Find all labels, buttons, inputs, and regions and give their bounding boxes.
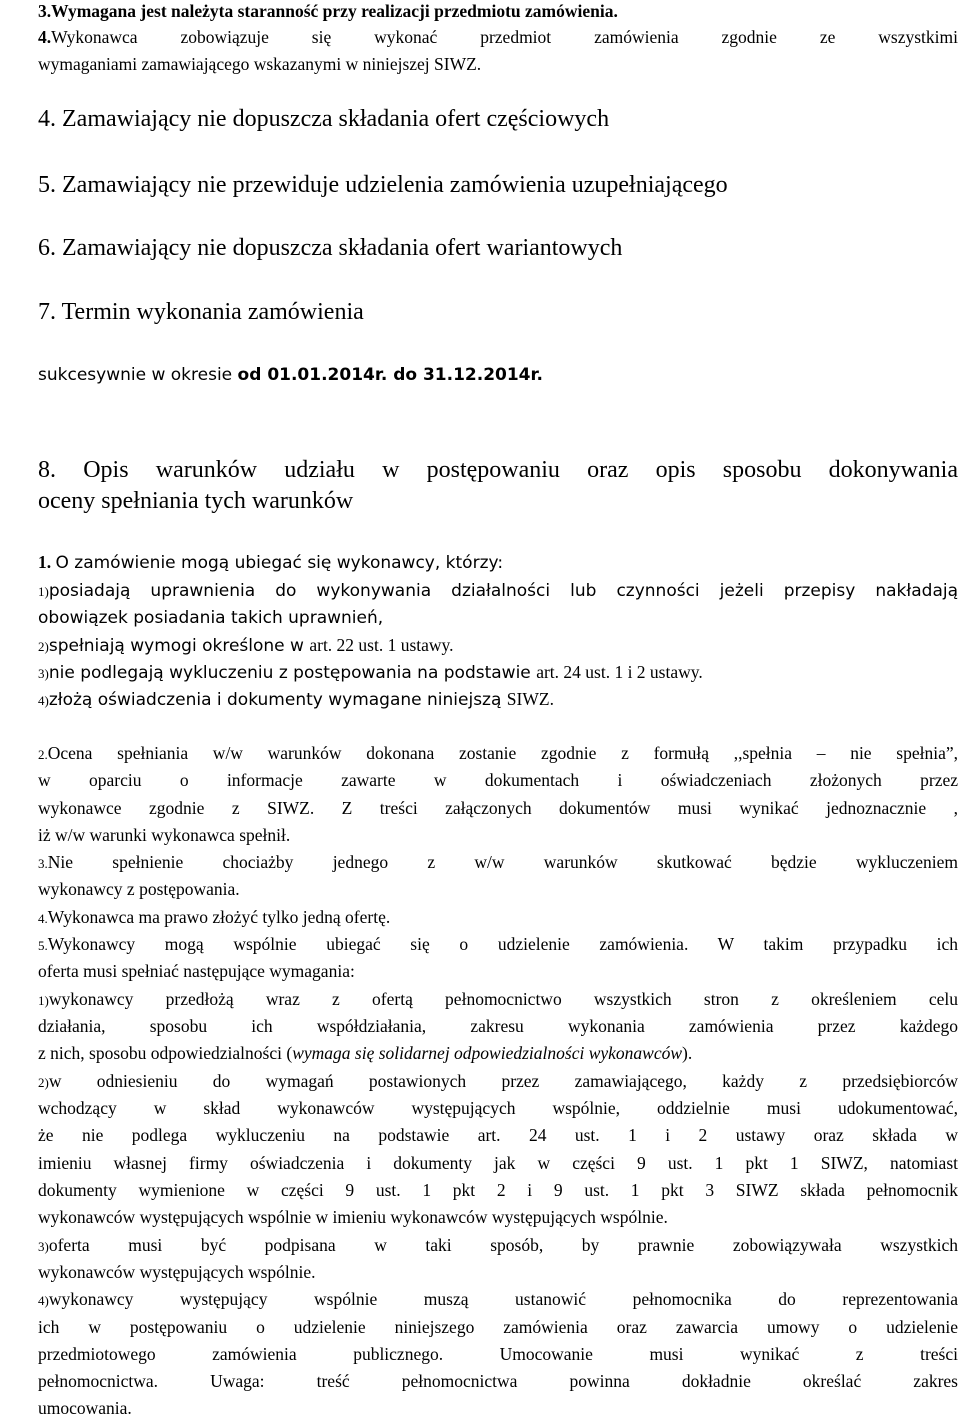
p5-3-line2: wykonawców występujących wspólnie. — [38, 1262, 316, 1282]
cond-1-text: O zamówienie mogą ubiegać się wykonawcy, którzy: — [55, 553, 504, 573]
p5-1-number: 1) — [38, 993, 49, 1008]
cond-1-3-text: nie podlegają wykluczeniu z postępowania na podstawie — [48, 663, 537, 683]
p5-4-line2: ich w postępowaniu o udzielenie niniejszego zamówienia oraz zawarcia umowy o udzielenie — [38, 1317, 958, 1337]
cond-1-number: 1. — [38, 552, 56, 572]
p5-4-number: 4) — [38, 1293, 49, 1308]
p5-4-line3: przedmiotowego zamówienia publicznego. Umocowanie musi wynikać z treści — [38, 1344, 958, 1364]
heading-8-line2: oceny spełniania tych warunków — [38, 488, 354, 514]
p5-2-line3: że nie podlega wykluczeniu na podstawie art. 24 ust. 1 i 2 ustawy oraz składa w — [38, 1125, 958, 1145]
p5-1-text3: z nich, sposobu odpowiedzialności ( — [38, 1043, 293, 1063]
heading-4: 4. Zamawiający nie dopuszcza składania ofert częściowych — [38, 106, 610, 132]
p2-line1 — [38, 740, 958, 769]
p3-text1: Nie spełnienie chociażby jednego z w/w warunków skutkować będzie wykluczeniem — [47, 852, 958, 872]
heading-5: 5. Zamawiający nie przewiduje udzielenia zamówienia uzupełniającego — [38, 172, 728, 198]
term-line — [38, 361, 543, 390]
p2-text1: Ocena spełniania w/w warunków dokonana zostanie zgodnie z formułą ,,spełnia – nie spełnia”, — [47, 743, 958, 763]
cond-1-4-number: 4) — [38, 693, 49, 708]
cond-1-3-number: 3) — [38, 666, 49, 681]
heading-6: 6. Zamawiający nie dopuszcza składania ofert wariantowych — [38, 235, 623, 261]
cond-1-1-text: posiadają uprawnienia do wykonywania działalności lub czynności jeżeli przepisy nakładają — [48, 581, 958, 601]
item-4-number: 4. — [38, 27, 52, 47]
p5-4-line1 — [38, 1286, 958, 1315]
p4 — [38, 904, 390, 933]
item-4-line2: wymaganiami zamawiającego wskazanymi w niniejszej SIWZ. — [38, 54, 482, 74]
cond-1-1-line2 — [38, 604, 383, 633]
cond-1-2-ref: art. 22 ust. 1 ustawy. — [309, 635, 454, 655]
p5-2-line4: imieniu własnej firmy oświadczenia i dokumenty jak w części 9 ust. 1 pkt 1 SIWZ, natomiast — [38, 1153, 958, 1173]
p5-2-line1 — [38, 1068, 958, 1097]
p3-line2: wykonawcy z postępowania. — [38, 879, 240, 899]
cond-1-3 — [38, 659, 703, 688]
p5-2-line5: dokumenty wymienione w części 9 ust. 1 pkt 2 i 9 ust. 1 pkt 3 SIWZ składa pełnomocnik — [38, 1180, 958, 1200]
cond-1-4-ref: SIWZ. — [506, 689, 554, 709]
p3-line1 — [38, 849, 958, 878]
p3-number: 3. — [38, 856, 48, 871]
p2-line4: iż w/w warunki wykonawca spełnił. — [38, 825, 291, 845]
p5-3-line1 — [38, 1232, 958, 1261]
item-4-line1 — [38, 24, 958, 52]
p5-1-text1: wykonawcy przedłożą wraz z ofertą pełnomocnictwo wszystkich stron z określeniem celu — [48, 989, 958, 1009]
cond-1-4-text: złożą oświadczenia i dokumenty wymagane niniejszą — [48, 690, 507, 710]
p2-line2: w oparciu o informacje zawarte w dokumentach i oświadczeniach złożonych przez — [38, 770, 958, 790]
cond-1-4 — [38, 686, 554, 715]
p5-3-number: 3) — [38, 1239, 49, 1254]
p5-4-text1: wykonawcy występujący wspólnie muszą ustanowić pełnomocnika do reprezentowania — [48, 1289, 958, 1309]
p2-line3: wykonawce zgodnie z SIWZ. Z treści załączonych dokumentów musi wynikać jednoznacznie , — [38, 798, 958, 818]
p5-1-text3-end: ). — [682, 1043, 693, 1063]
p5-4-line5: umocowania. — [38, 1398, 132, 1418]
p5-line1 — [38, 931, 958, 960]
cond-1 — [38, 549, 503, 578]
p5-text1: Wykonawcy mogą wspólnie ubiegać się o udzielenie zamówienia. W takim przypadku ich — [47, 934, 958, 954]
p5-2-text1: w odniesieniu do wymagań postawionych przez zamawiającego, każdy z przedsiębiorców — [48, 1071, 958, 1091]
cond-1-2 — [38, 632, 454, 661]
p4-text: Wykonawca ma prawo złożyć tylko jedną ofertę. — [47, 907, 391, 927]
cond-1-1-number: 1) — [38, 584, 49, 599]
p5-number: 5. — [38, 938, 48, 953]
cond-1-1-line1 — [38, 577, 958, 606]
p5-1-italic: wymaga się solidarnej odpowiedzialności wykonawców — [292, 1043, 683, 1063]
heading-7: 7. Termin wykonania zamówienia — [38, 299, 364, 325]
p2-number: 2. — [38, 747, 48, 762]
term-dates: od 01.01.2014r. do 31.12.2014r. — [237, 365, 543, 385]
p5-1-line3 — [38, 1040, 692, 1068]
heading-8-line1: 8. Opis warunków udziału w postępowaniu oraz opis sposobu dokonywania — [38, 457, 958, 483]
p5-2-line6: wykonawców występujących wspólnie w imieniu wykonawców występujących wspólnie. — [38, 1207, 668, 1227]
p5-3-text1: oferta musi być podpisana w taki sposób, by prawnie zobowiązywała wszystkich — [48, 1235, 958, 1255]
term-prefix: sukcesywnie w okresie — [38, 365, 238, 385]
cond-1-3-ref: art. 24 ust. 1 i 2 ustawy. — [536, 662, 703, 682]
p5-2-number: 2) — [38, 1075, 49, 1090]
cond-1-2-number: 2) — [38, 639, 49, 654]
p5-2-line2: wchodzący w skład wykonawców występujących wspólnie, oddzielnie musi udokumentować, — [38, 1098, 958, 1118]
p5-line2: oferta musi spełniać następujące wymagania: — [38, 961, 355, 981]
cond-1-2-text: spełniają wymogi określone w — [48, 636, 310, 656]
p5-1-line1 — [38, 986, 958, 1015]
p5-4-line4: pełnomocnictwa. Uwaga: treść pełnomocnictwa powinna dokładnie określać zakres — [38, 1371, 958, 1391]
cond-1-1-text2: obowiązek posiadania takich uprawnień, — [38, 608, 384, 628]
p5-1-line2: działania, sposobu ich współdziałania, zakresu wykonania zamówienia przez każdego — [38, 1016, 958, 1036]
item-4-text: Wykonawca zobowiązuje się wykonać przedmiot zamówienia zgodnie ze wszystkimi — [51, 27, 958, 47]
item-3: 3.Wymagana jest należyta staranność przy realizacji przedmiotu zamówienia. — [38, 1, 618, 21]
p4-number: 4. — [38, 911, 48, 926]
